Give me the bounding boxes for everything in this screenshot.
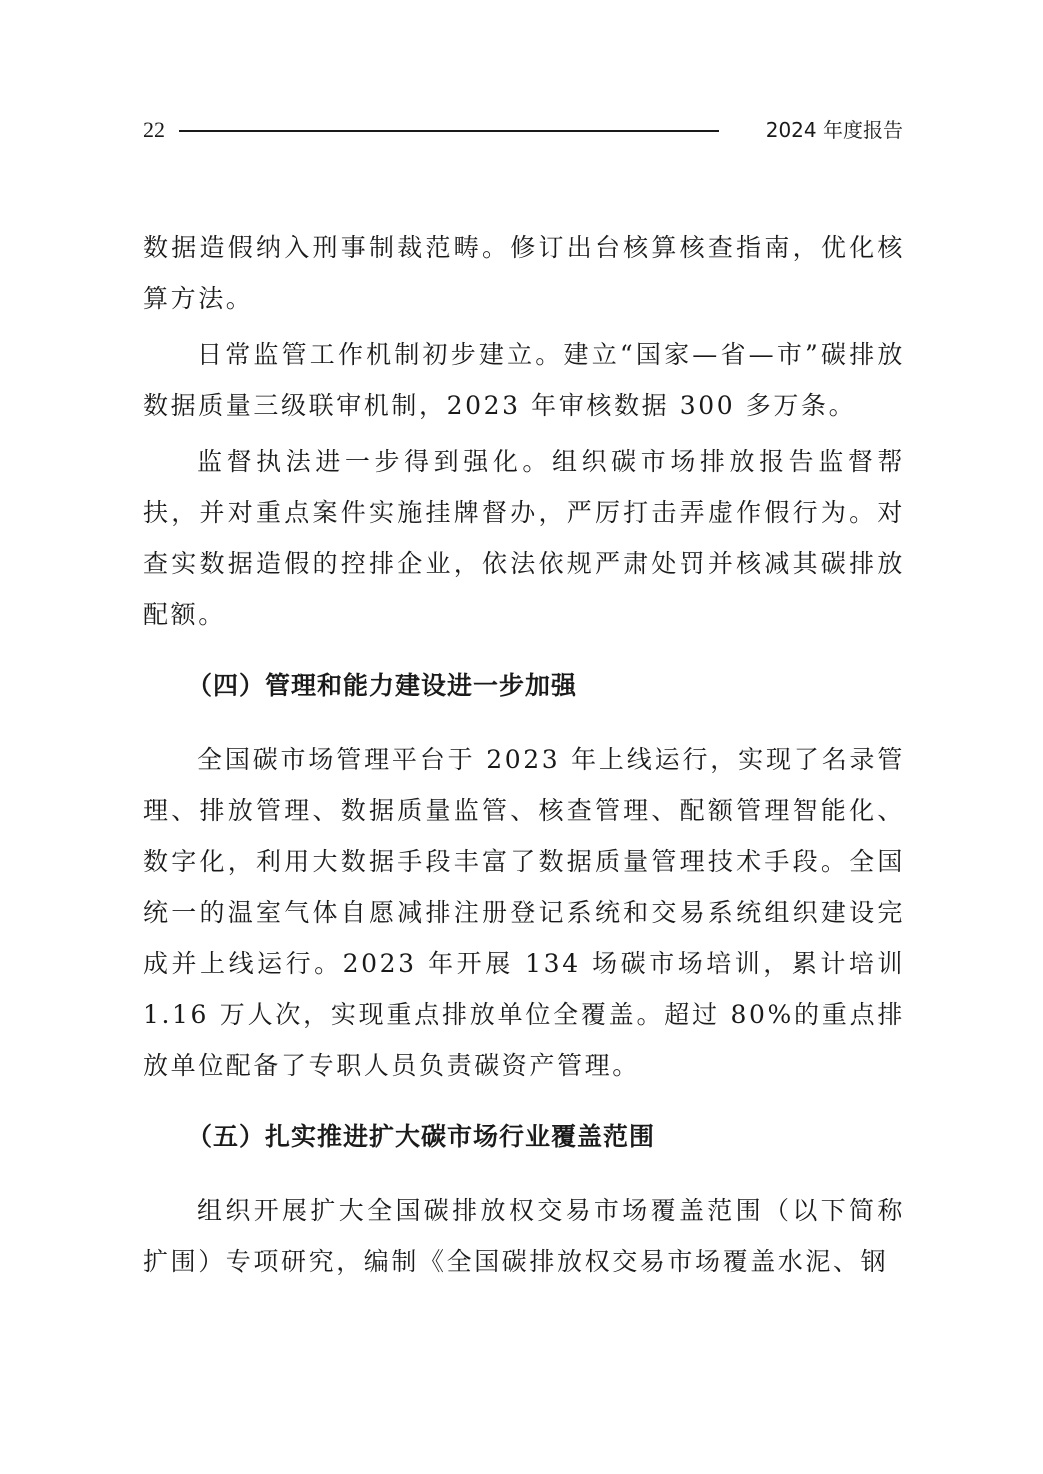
- section-heading-4: （四）管理和能力建设进一步加强: [187, 671, 578, 700]
- paragraph-text: 组织碳市场排放报告监督帮扶，并对重点案件实施挂牌督办，严厉打击弄虚作假行为。对查实数据造假的控排企业，依法依规严肃处罚并核减其碳排放配额。: [143, 447, 906, 629]
- paragraph-capacity-building: 全国碳市场管理平台于 2023 年上线运行，实现了名录管理、排放管理、数据质量监管、核查管理、配额管理智能化、数字化，利用大数据手段丰富了数据质量管理技术手段。全国统一的温室气体自愿减排注册登记系统和交易系统组织建设完成并上线运行。2023 年开展 134 场碳市场培训，累计培训 1.16 万人次，实现重点排放单位全覆盖。超过 80%的重点排放单位配备了专职人员负责碳资产管理。: [143, 745, 905, 1080]
- paragraph-expansion: 组织开展扩大全国碳排放权交易市场覆盖范围（以下简称扩围）专项研究，编制《全国碳排放权交易市场覆盖水泥、钢: [143, 1196, 905, 1276]
- paragraph-daily-supervision: [143, 329, 905, 431]
- section-heading-5: （五）扎实推进扩大碳市场行业覆盖范围: [187, 1122, 656, 1151]
- paragraph-lead: 监督执法进一步得到强化。: [197, 447, 552, 476]
- page-number: 22: [143, 117, 165, 142]
- paragraph-enforcement: [143, 436, 905, 640]
- paragraph-text: 建立“国家—省—市”碳排放数据质量三级联审机制，2023 年审核数据 300 多万条。: [143, 340, 905, 420]
- header-rule: [179, 130, 719, 132]
- paragraph-continuation: 数据造假纳入刑事制裁范畴。修订出台核算核查指南，优化核算方法。: [143, 233, 905, 313]
- report-title: 2024 年度报告: [765, 118, 903, 142]
- paragraph-lead: 日常监管工作机制初步建立。: [197, 340, 564, 369]
- document-body: [143, 222, 905, 1292]
- page-header: [143, 113, 903, 147]
